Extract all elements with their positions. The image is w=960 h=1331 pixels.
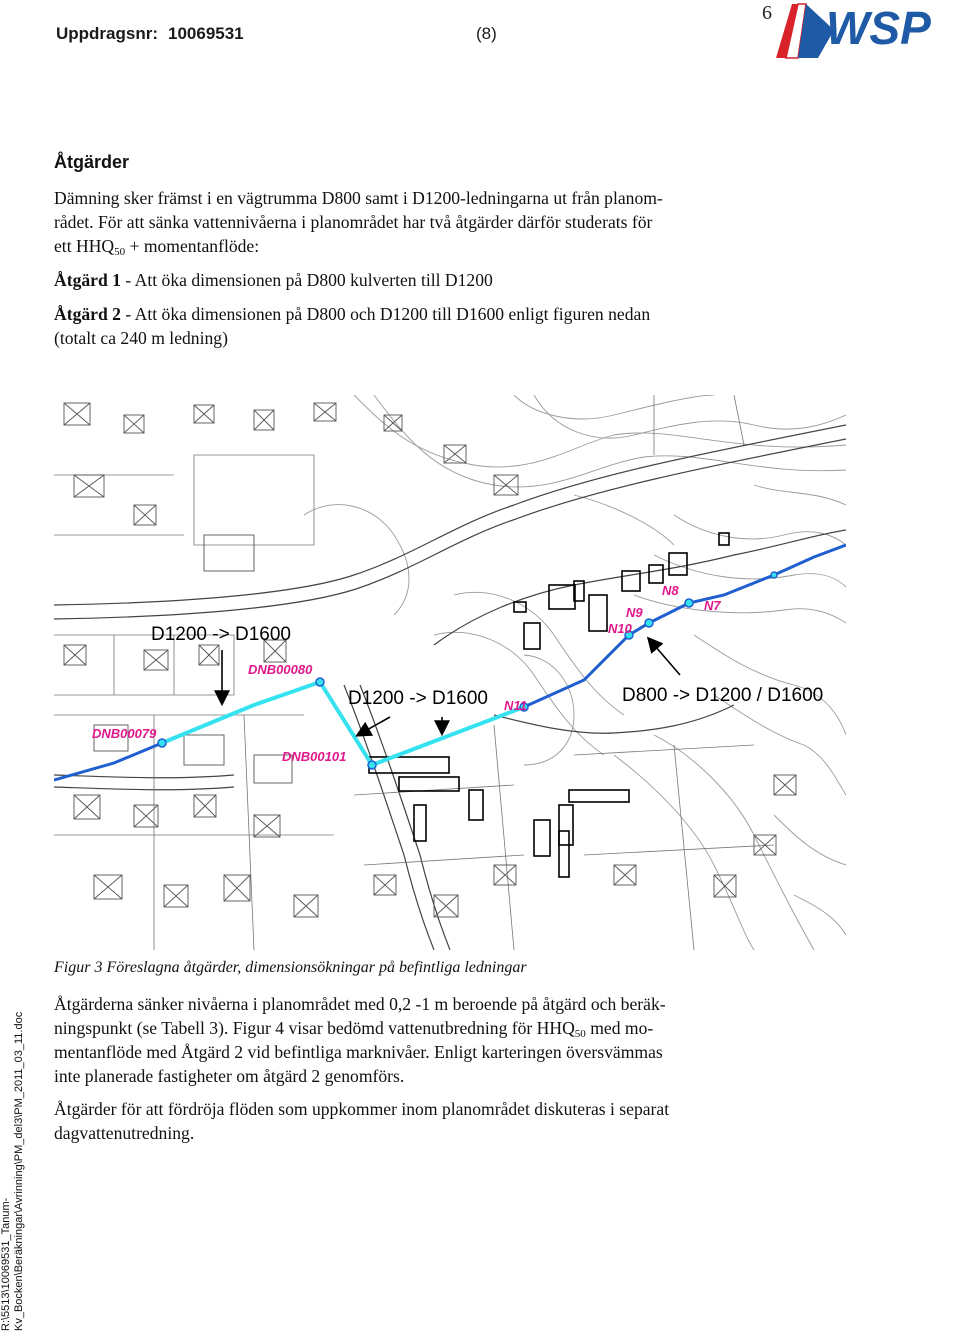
label-n11: N11: [504, 698, 527, 713]
intro-line-1: Dämning sker främst i en vägtrumma D800 samt i D1200-ledningarna ut från planom-: [54, 188, 663, 208]
intro-subscript: 50: [114, 246, 126, 258]
intro-line-2: rådet. För att sänka vattennivåerna i planområdet har två åtgärder därför studerats för: [54, 212, 653, 232]
file-path-line-1: R:\5513\10069531_Tanum-: [0, 1197, 12, 1331]
reference-label: Uppdragsnr:: [56, 24, 158, 43]
results-line-2-text: ningspunkt (se Tabell 3). Figur 4 visar bedömd vattenutbredning för HHQ: [54, 1018, 575, 1038]
delay-line-1: Åtgärder för att fördröja flöden som uppkommer inom planområdet diskuteras i separat: [54, 1099, 670, 1119]
annotation-d1200-mid: D1200 -> D1600: [348, 688, 488, 709]
wsp-logo: [768, 0, 960, 60]
intro-line-3: [54, 234, 774, 258]
measure-2-text: - Att öka dimensionen på D800 och D1200 till D1600 enligt figuren nedan: [120, 304, 651, 324]
intro-paragraph: [54, 186, 774, 258]
header-reference: [56, 24, 244, 44]
arrow-mid-diagonal: [358, 717, 390, 735]
measure-1-text: - Att öka dimensionen på D800 kulverten till D1200: [120, 270, 493, 290]
node-n8: [685, 599, 693, 607]
node-n7: [771, 572, 777, 578]
delay-paragraph: [54, 1097, 774, 1145]
node-n9: [645, 619, 653, 627]
building-block: [204, 535, 254, 571]
node-dnb00101: [368, 761, 376, 769]
results-line-2-tail: med mo-: [585, 1018, 654, 1038]
property-boundaries: [54, 395, 774, 950]
file-path-sidebar: [0, 991, 26, 1331]
reference-number: 10069531: [168, 24, 244, 43]
intro-line-3-tail: + momentanflöde:: [125, 236, 260, 256]
logo-text: WSP: [826, 2, 931, 54]
results-line-3: mentanflöde med Åtgärd 2 vid befintliga marknivåer. Enligt karteringen översvämmas: [54, 1042, 663, 1062]
delay-line-2: dagvattenutredning.: [54, 1123, 195, 1143]
results-line-1: Åtgärderna sänker nivåerna i planområdet med 0,2 -1 m beroende på åtgärd och beräk-: [54, 994, 666, 1014]
label-n7: N7: [704, 598, 721, 613]
intro-line-3-text: ett HHQ: [54, 236, 115, 256]
measure-2: [54, 302, 774, 350]
figure-caption: Figur 3 Föreslagna åtgärder, dimensionsökningar på befintliga ledningar: [54, 959, 527, 976]
map-canvas: [54, 395, 846, 950]
label-dnb00080: DNB00080: [248, 662, 313, 677]
annotation-d800: D800 -> D1200 / D1600: [622, 685, 824, 706]
section-heading: Åtgärder: [54, 152, 130, 172]
existing-pipe-right: [524, 545, 846, 707]
label-dnb00101: DNB00101: [282, 749, 347, 764]
arrow-right: [649, 639, 680, 675]
label-n10: N10: [608, 621, 632, 636]
label-dnb00079: DNB00079: [92, 726, 157, 741]
measure-1: [54, 268, 774, 292]
page-number: 6: [762, 2, 772, 24]
results-subscript: 50: [574, 1028, 586, 1040]
results-line-2: [54, 1016, 774, 1040]
existing-pipe-left: [54, 743, 162, 780]
contour-lines: [304, 395, 846, 950]
results-paragraph: [54, 992, 774, 1088]
node-dnb00079: [158, 739, 166, 747]
label-n8: N8: [662, 583, 679, 598]
measure-2-text-2: (totalt ca 240 m ledning): [54, 328, 228, 348]
results-line-4: inte planerade fastigheter om åtgärd 2 genomförs.: [54, 1066, 405, 1086]
map-figure: [54, 395, 846, 950]
measure-1-label: Åtgärd 1: [54, 270, 121, 290]
file-path-line-2: Kv_Bocken\Beräkningar\Avrinning\PM_del3\PM_2011_03_11.doc: [13, 1011, 25, 1331]
label-n9: N9: [626, 605, 643, 620]
measure-2-label: Åtgärd 2: [54, 304, 121, 324]
annotation-d1200-left: D1200 -> D1600: [151, 624, 291, 645]
node-dnb00080: [316, 678, 324, 686]
page-count: (8): [476, 24, 497, 43]
